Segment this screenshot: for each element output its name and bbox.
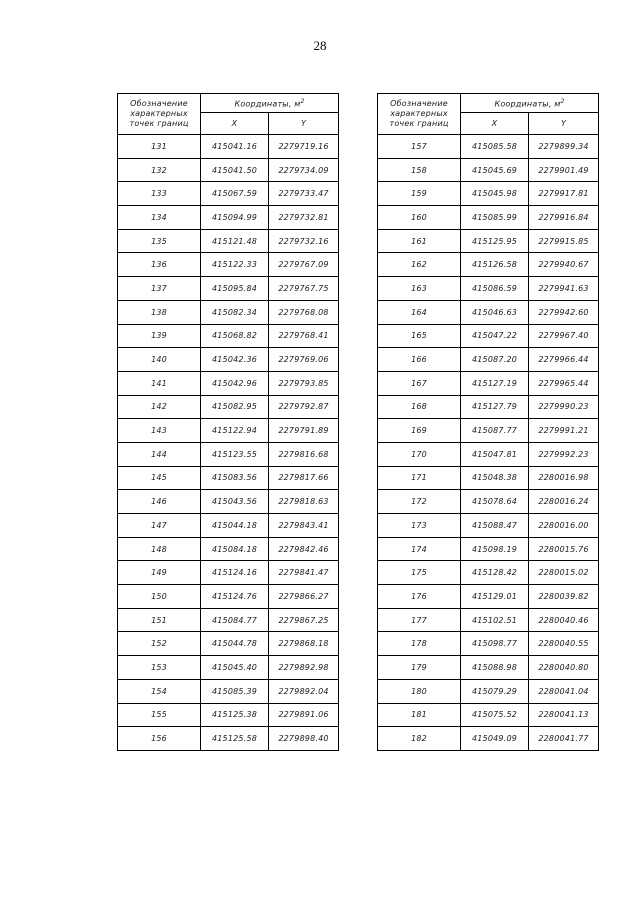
point-id-cell: 181	[378, 703, 461, 727]
y-coordinate-cell: 2279866.27	[269, 585, 339, 609]
x-coordinate-cell: 415102.51	[461, 608, 529, 632]
point-id-cell: 140	[118, 348, 201, 372]
coordinates-table-left	[117, 93, 339, 751]
x-coordinate-cell: 415098.19	[461, 537, 529, 561]
table-row	[378, 206, 599, 230]
point-id-cell: 159	[378, 182, 461, 206]
table-row	[378, 419, 599, 443]
point-id-cell: 178	[378, 632, 461, 656]
x-coordinate-cell: 415044.18	[201, 514, 269, 538]
x-coordinate-cell: 415125.38	[201, 703, 269, 727]
y-coordinate-cell: 2279901.49	[529, 158, 599, 182]
y-coordinate-cell: 2279915.85	[529, 229, 599, 253]
point-id-cell: 134	[118, 206, 201, 230]
coordinates-title: Координаты, м	[234, 99, 301, 109]
y-coordinate-cell: 2279898.40	[269, 727, 339, 751]
point-id-cell: 136	[118, 253, 201, 277]
point-id-cell: 177	[378, 608, 461, 632]
table-row	[118, 135, 339, 159]
x-coordinate-cell: 415047.81	[461, 442, 529, 466]
x-coordinate-cell: 415085.99	[461, 206, 529, 230]
x-coordinate-cell: 415122.94	[201, 419, 269, 443]
table-row	[118, 679, 339, 703]
point-id-cell: 161	[378, 229, 461, 253]
x-coordinate-cell: 415121.48	[201, 229, 269, 253]
table-row	[378, 135, 599, 159]
y-coordinate-cell: 2280040.46	[529, 608, 599, 632]
y-coordinate-cell: 2279841.47	[269, 561, 339, 585]
x-coordinate-cell: 415124.16	[201, 561, 269, 585]
y-coordinate-cell: 2279732.81	[269, 206, 339, 230]
y-coordinate-cell: 2279965.44	[529, 371, 599, 395]
table-row	[118, 561, 339, 585]
table-row	[378, 703, 599, 727]
y-coordinate-cell: 2279767.09	[269, 253, 339, 277]
point-id-cell: 155	[118, 703, 201, 727]
x-coordinate-cell: 415087.77	[461, 419, 529, 443]
x-coordinate-cell: 415098.77	[461, 632, 529, 656]
point-id-cell: 141	[118, 371, 201, 395]
table-row	[378, 537, 599, 561]
point-id-cell: 142	[118, 395, 201, 419]
label-line-1: Обозначение	[390, 99, 448, 108]
point-id-cell: 170	[378, 442, 461, 466]
y-coordinate-cell: 2279818.63	[269, 490, 339, 514]
table-row	[378, 158, 599, 182]
x-coordinate-cell: 415075.52	[461, 703, 529, 727]
table-row	[378, 277, 599, 301]
x-coordinate-cell: 415124.76	[201, 585, 269, 609]
label-line-3: точек границ	[129, 119, 189, 128]
x-coordinate-cell: 415082.95	[201, 395, 269, 419]
table-row	[378, 490, 599, 514]
y-coordinate-cell: 2279941.63	[529, 277, 599, 301]
point-id-cell: 174	[378, 537, 461, 561]
y-coordinate-cell: 2279792.87	[269, 395, 339, 419]
table-row	[378, 348, 599, 372]
point-id-cell: 162	[378, 253, 461, 277]
point-id-cell: 153	[118, 656, 201, 680]
point-id-cell: 148	[118, 537, 201, 561]
point-id-cell: 144	[118, 442, 201, 466]
x-coordinate-cell: 415041.50	[201, 158, 269, 182]
x-coordinate-cell: 415047.22	[461, 324, 529, 348]
x-coordinate-cell: 415049.09	[461, 727, 529, 751]
point-id-cell: 147	[118, 514, 201, 538]
y-coordinate-cell: 2280040.80	[529, 656, 599, 680]
point-id-cell: 146	[118, 490, 201, 514]
y-coordinate-cell: 2280039.82	[529, 585, 599, 609]
y-column-header: Y	[529, 113, 599, 135]
point-id-cell: 132	[118, 158, 201, 182]
y-coordinate-cell: 2279967.40	[529, 324, 599, 348]
point-id-cell: 175	[378, 561, 461, 585]
y-coordinate-cell: 2279867.25	[269, 608, 339, 632]
table-row	[118, 632, 339, 656]
x-coordinate-cell: 415126.58	[461, 253, 529, 277]
x-coordinate-cell: 415048.38	[461, 466, 529, 490]
x-coordinate-cell: 415125.58	[201, 727, 269, 751]
table-row	[378, 442, 599, 466]
x-coordinate-cell: 415067.59	[201, 182, 269, 206]
x-coordinate-cell: 415084.77	[201, 608, 269, 632]
y-coordinate-cell: 2279768.41	[269, 324, 339, 348]
table-row	[118, 229, 339, 253]
point-id-cell: 165	[378, 324, 461, 348]
point-label-header	[378, 94, 461, 135]
x-coordinate-cell: 415123.55	[201, 442, 269, 466]
point-id-cell: 160	[378, 206, 461, 230]
x-coordinate-cell: 415087.20	[461, 348, 529, 372]
label-line-3: точек границ	[389, 119, 449, 128]
point-id-cell: 150	[118, 585, 201, 609]
y-coordinate-cell: 2279992.23	[529, 442, 599, 466]
y-coordinate-cell: 2280016.24	[529, 490, 599, 514]
table-row	[378, 656, 599, 680]
point-id-cell: 166	[378, 348, 461, 372]
y-coordinate-cell: 2279842.46	[269, 537, 339, 561]
point-id-cell: 152	[118, 632, 201, 656]
point-id-cell: 167	[378, 371, 461, 395]
table-row	[118, 158, 339, 182]
point-id-cell: 182	[378, 727, 461, 751]
table-row	[378, 324, 599, 348]
table-row	[118, 466, 339, 490]
coordinates-table-left-body	[118, 135, 339, 751]
x-coordinate-cell: 415045.40	[201, 656, 269, 680]
y-column-header: Y	[269, 113, 339, 135]
y-coordinate-cell: 2280041.77	[529, 727, 599, 751]
x-column-header: X	[201, 113, 269, 135]
point-id-cell: 151	[118, 608, 201, 632]
y-coordinate-cell: 2280015.02	[529, 561, 599, 585]
x-coordinate-cell: 415127.79	[461, 395, 529, 419]
x-coordinate-cell: 415127.19	[461, 371, 529, 395]
table-row	[378, 608, 599, 632]
table-row	[118, 727, 339, 751]
x-coordinate-cell: 415129.01	[461, 585, 529, 609]
y-coordinate-cell: 2279816.68	[269, 442, 339, 466]
x-coordinate-cell: 415043.56	[201, 490, 269, 514]
y-coordinate-cell: 2279868.18	[269, 632, 339, 656]
point-id-cell: 135	[118, 229, 201, 253]
y-coordinate-cell: 2279892.98	[269, 656, 339, 680]
table-row	[378, 514, 599, 538]
x-coordinate-cell: 415068.82	[201, 324, 269, 348]
x-coordinate-cell: 415042.96	[201, 371, 269, 395]
x-coordinate-cell: 415046.63	[461, 300, 529, 324]
table-row	[378, 466, 599, 490]
table-row	[118, 277, 339, 301]
y-coordinate-cell: 2280040.55	[529, 632, 599, 656]
y-coordinate-cell: 2279899.34	[529, 135, 599, 159]
table-row	[118, 490, 339, 514]
point-id-cell: 133	[118, 182, 201, 206]
point-id-cell: 138	[118, 300, 201, 324]
point-id-cell: 143	[118, 419, 201, 443]
y-coordinate-cell: 2279891.06	[269, 703, 339, 727]
label-line-2: характерных	[390, 109, 448, 118]
point-id-cell: 131	[118, 135, 201, 159]
table-row	[118, 182, 339, 206]
table-row	[378, 395, 599, 419]
table-row	[118, 206, 339, 230]
table-row	[378, 585, 599, 609]
y-coordinate-cell: 2280016.00	[529, 514, 599, 538]
point-id-cell: 139	[118, 324, 201, 348]
x-coordinate-cell: 415086.59	[461, 277, 529, 301]
y-coordinate-cell: 2279734.09	[269, 158, 339, 182]
y-coordinate-cell: 2279940.67	[529, 253, 599, 277]
point-id-cell: 145	[118, 466, 201, 490]
x-coordinate-cell: 415095.84	[201, 277, 269, 301]
point-id-cell: 149	[118, 561, 201, 585]
table-row	[378, 182, 599, 206]
y-coordinate-cell: 2279917.81	[529, 182, 599, 206]
y-coordinate-cell: 2280015.76	[529, 537, 599, 561]
y-coordinate-cell: 2279966.44	[529, 348, 599, 372]
point-id-cell: 154	[118, 679, 201, 703]
point-id-cell: 164	[378, 300, 461, 324]
point-id-cell: 172	[378, 490, 461, 514]
coordinates-unit-sup: 2	[560, 97, 565, 105]
table-row	[118, 324, 339, 348]
x-coordinate-cell: 415041.16	[201, 135, 269, 159]
y-coordinate-cell: 2279843.41	[269, 514, 339, 538]
x-coordinate-cell: 415079.29	[461, 679, 529, 703]
x-coordinate-cell: 415088.98	[461, 656, 529, 680]
label-line-1: Обозначение	[130, 99, 188, 108]
table-row	[378, 229, 599, 253]
y-coordinate-cell: 2279769.06	[269, 348, 339, 372]
coordinates-title: Координаты, м	[494, 99, 561, 109]
table-row	[378, 679, 599, 703]
table-row	[378, 371, 599, 395]
table-row	[118, 348, 339, 372]
x-coordinate-cell: 415045.98	[461, 182, 529, 206]
point-id-cell: 176	[378, 585, 461, 609]
y-coordinate-cell: 2279942.60	[529, 300, 599, 324]
x-coordinate-cell: 415125.95	[461, 229, 529, 253]
point-id-cell: 156	[118, 727, 201, 751]
coordinates-table-right	[377, 93, 599, 751]
y-coordinate-cell: 2280041.04	[529, 679, 599, 703]
x-coordinate-cell: 415084.18	[201, 537, 269, 561]
y-coordinate-cell: 2279892.04	[269, 679, 339, 703]
table-row	[118, 419, 339, 443]
y-coordinate-cell: 2279719.16	[269, 135, 339, 159]
table-row	[118, 395, 339, 419]
x-coordinate-cell: 415078.64	[461, 490, 529, 514]
table-row	[378, 300, 599, 324]
x-coordinate-cell: 415122.33	[201, 253, 269, 277]
y-coordinate-cell: 2280041.13	[529, 703, 599, 727]
point-id-cell: 137	[118, 277, 201, 301]
coordinates-table-right-body	[378, 135, 599, 751]
point-id-cell: 179	[378, 656, 461, 680]
table-row	[118, 585, 339, 609]
point-id-cell: 171	[378, 466, 461, 490]
x-coordinate-cell: 415088.47	[461, 514, 529, 538]
y-coordinate-cell: 2279817.66	[269, 466, 339, 490]
point-label-header	[118, 94, 201, 135]
y-coordinate-cell: 2279733.47	[269, 182, 339, 206]
table-row	[118, 253, 339, 277]
y-coordinate-cell: 2279767.75	[269, 277, 339, 301]
x-coordinate-cell: 415085.58	[461, 135, 529, 159]
x-coordinate-cell: 415094.99	[201, 206, 269, 230]
y-coordinate-cell: 2279916.84	[529, 206, 599, 230]
point-id-cell: 168	[378, 395, 461, 419]
page-number: 28	[313, 38, 327, 53]
y-coordinate-cell: 2279991.21	[529, 419, 599, 443]
x-coordinate-cell: 415085.39	[201, 679, 269, 703]
point-id-cell: 158	[378, 158, 461, 182]
table-row	[378, 632, 599, 656]
x-column-header: X	[461, 113, 529, 135]
table-row	[378, 727, 599, 751]
y-coordinate-cell: 2279791.89	[269, 419, 339, 443]
coordinates-unit-sup: 2	[300, 97, 305, 105]
y-coordinate-cell: 2280016.98	[529, 466, 599, 490]
point-id-cell: 157	[378, 135, 461, 159]
table-row	[378, 253, 599, 277]
table-row	[118, 537, 339, 561]
table-row	[118, 608, 339, 632]
table-row	[118, 442, 339, 466]
point-id-cell: 169	[378, 419, 461, 443]
x-coordinate-cell: 415082.34	[201, 300, 269, 324]
y-coordinate-cell: 2279990.23	[529, 395, 599, 419]
table-row	[118, 371, 339, 395]
table-row	[118, 514, 339, 538]
x-coordinate-cell: 415128.42	[461, 561, 529, 585]
label-line-2: характерных	[130, 109, 188, 118]
table-row	[118, 300, 339, 324]
x-coordinate-cell: 415042.36	[201, 348, 269, 372]
coordinates-header	[461, 94, 599, 113]
table-row	[118, 656, 339, 680]
coordinates-header	[201, 94, 339, 113]
table-row	[118, 703, 339, 727]
table-row	[378, 561, 599, 585]
point-id-cell: 180	[378, 679, 461, 703]
y-coordinate-cell: 2279732.16	[269, 229, 339, 253]
y-coordinate-cell: 2279768.08	[269, 300, 339, 324]
point-id-cell: 163	[378, 277, 461, 301]
point-id-cell: 173	[378, 514, 461, 538]
x-coordinate-cell: 415045.69	[461, 158, 529, 182]
x-coordinate-cell: 415083.56	[201, 466, 269, 490]
x-coordinate-cell: 415044.78	[201, 632, 269, 656]
y-coordinate-cell: 2279793.85	[269, 371, 339, 395]
